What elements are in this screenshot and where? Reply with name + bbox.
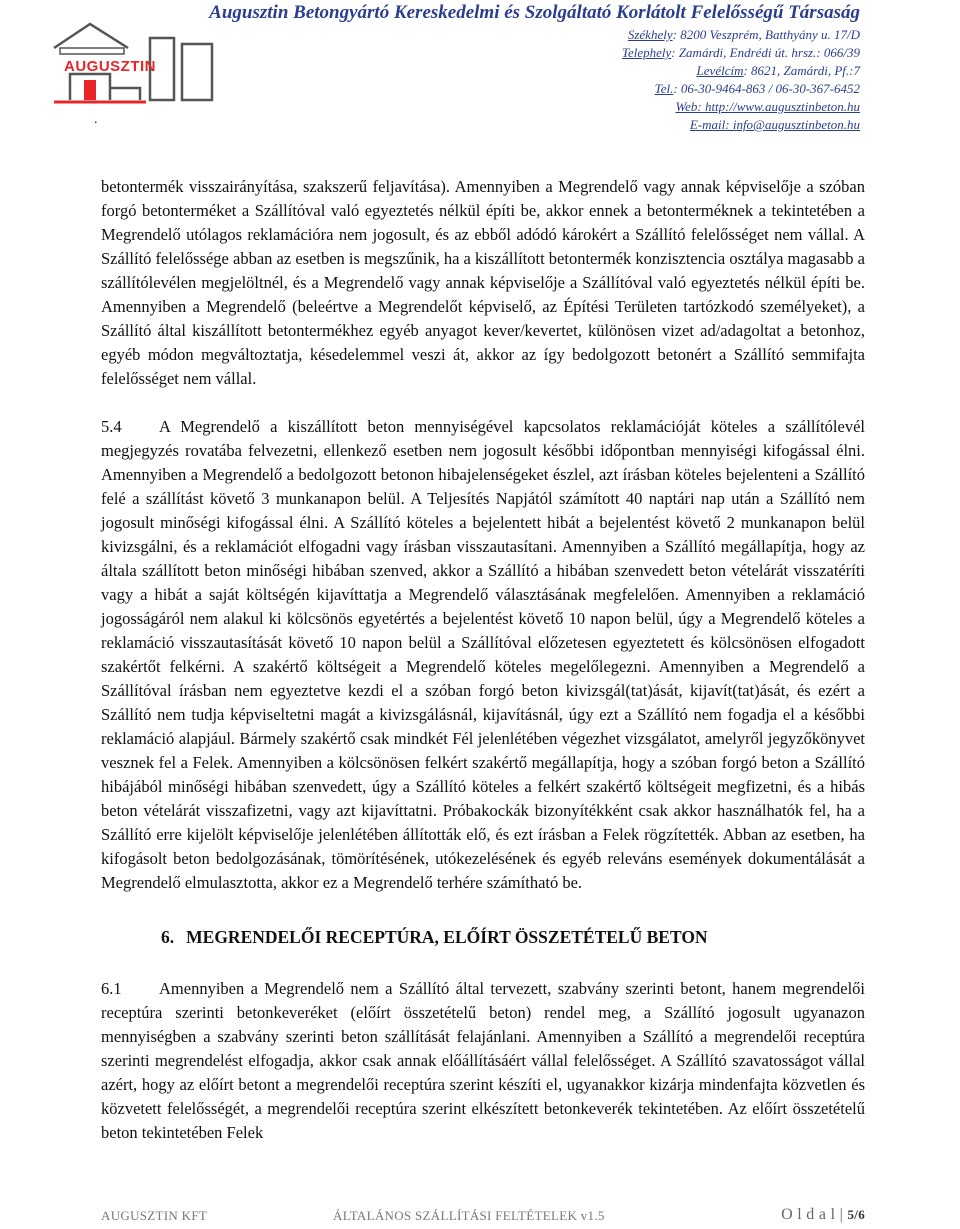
paragraph-number: 5.4 — [101, 417, 122, 436]
paragraph-text: A Megrendelő a kiszállított beton mennyiségével kapcsolatos reklamációját köteles a szállítólevél megjegyzés rovatába felvezetni, ellenkező esetben nem jogosult későbbi időpontban mennyiségi kifogással élni. Amennyiben a Megrendelő a bedolgozott betonon hibajelenségeket észlel, azt írásban köteles bejelenteni a Szállító felé a szállítást követő 3 munkanapon belül. A Teljesítés Napjától számított 40 naptári nap után a Szállító nem jogosult minőségi kifogással élni. A Szállító köteles a bejelentett hibát a bejelentést követő 2 munkanapon belül kivizsgálni, és a reklamációt elfogadni vagy írásban visszautasítani. Amennyiben a Szállító megállapítja, hogy az általa szállított beton minőségi hibában szenved, akkor a Szállító a hibában szenvedett beton vételárát visszatéríti vagy a hibát a saját költségén kijavíttatja a Megrendelő választásának megfelelően. Amennyiben a reklamáció jogosságáról nem alakul ki kölcsönös egyetértés a bejelentést követő 10 napon belül, úgy a Megrendelő köteles a reklamáció visszautasítását követő 10 napon belül a Szállítóval előzetesen egyeztetett és kölcsönösen elfogadott szakértőt felkérni. A szakértő költségeit a Megrendelő köteles megelőlegezni. Amennyiben a Megrendelő a Szállítóval írásban nem egyeztetve kezdi el a szóban forgó beton kivizsgál(tat)ását, kijavít(tat)ását, és ezért a Szállító nem tudja képviseltetni magát a kivizsgálásnál, kijavításnál, úgy ezt a Szállító nem fogadja el a későbbi reklamáció alapjául. Bármely szakértő csak mindkét Fél jelenlétében végezhet vizsgálatot, amelyről jegyzőkönyvet vesznek fel a Felek. Amennyiben a kölcsönösen felkért szakértő megállapítja, hogy a szóban forgó beton a Szállító hibájából minőségi hibában szenvedett, úgy a Szállító köteles a felkért szakértő költségeit megfizetni, és a hibás beton vételárát visszafizetni, vagy azt kijavíttatni. Próbakockák bizonyítékként csak akkor használhatók fel, ha a Szállító erre kijelölt képviselője jelenlétében állították elő, és ezt írásban a Felek rögzítették. Abban az esetben, ha kifogásolt beton bedolgozásának, tömörítésének, utókezelésének és egyéb releváns események dokumentálását a Megrendelő elmulasztotta, akkor ez a Megrendelő terhére számítható be. — [101, 417, 865, 892]
web-label: Web — [675, 99, 698, 114]
phone-line — [209, 80, 860, 98]
web-line[interactable] — [209, 98, 860, 116]
paragraph-5-4 — [101, 415, 865, 895]
email-label: E-mail — [689, 117, 726, 132]
logo-wordmark: AUGUSZTIN — [64, 58, 156, 75]
web-link[interactable]: : http://www.augusztinbeton.hu — [697, 99, 860, 114]
address-label: Székhely — [627, 27, 673, 42]
mail-value: : 8621, Zamárdi, Pf.:7 — [743, 63, 860, 78]
paragraph-6-1 — [101, 977, 865, 1145]
email-link[interactable]: : info@augusztinbeton.hu — [725, 117, 860, 132]
footer-document-title: ÁLTALÁNOS SZÁLLÍTÁSI FELTÉTELEK v1.5 — [333, 1208, 605, 1223]
email-line[interactable] — [209, 116, 860, 134]
phone-label: Tel. — [654, 81, 674, 96]
footer-page-indicator — [781, 1206, 865, 1224]
letterhead — [0, 0, 960, 140]
footer-company: AUGUSZTIN KFT — [101, 1208, 208, 1223]
company-logo — [50, 18, 220, 108]
site-label: Telephely — [621, 45, 672, 60]
paragraph-continuation: betontermék visszairányítása, szakszerű feljavítása). Amennyiben a Megrendelő vagy annak képviselője a szóban forgó betonterméket a Szállítóval való egyeztetés nélkül építi be, akkor ennek a betonterméknek a tekintetében a Megrendelő utólagos reklamációra nem jogosult, és az ebből adódó károkért a Szállító felelősséget nem vállal. A Szállító felelőssége abban az esetben is megszűnik, ha a kiszállított betontermék konzisztencia osztálya magasabb a szállítólevélen megjelöltnél, és a Megrendelő vagy annak képviselője a Szállítóval való egyeztetés nélkül építi be. Amennyiben a Megrendelő (beleértve a Megrendelőt képviselő, az Építési Területen tartózkodó személyeket), a Szállító által kiszállított betontermékhez egyéb anyagot kever/kevertet, különösen vizet ad/adagoltat a betonhoz, egyéb módon megváltoztatja, késedelemmel veszi át, akkor az így bedolgozott betonért a Szállító semmifajta felelősséget nem vállal. — [101, 177, 865, 388]
site-line — [209, 44, 860, 62]
phone-value: : 06-30-9464-863 / 06-30-367-6452 — [673, 81, 860, 96]
company-name: Augusztin Betongyártó Kereskedelmi és Szolgáltató Korlátolt Felelősségű Társaság — [209, 2, 860, 23]
section-number: 6. — [161, 927, 175, 947]
mail-label: Levélcím — [696, 63, 744, 78]
section-title: MEGRENDELŐI RECEPTÚRA, ELŐÍRT ÖSSZETÉTELŰ BETON — [186, 927, 708, 947]
document-body — [101, 175, 865, 1145]
site-value: : Zamárdi, Endrédi út. hrsz.: 066/39 — [671, 45, 860, 60]
paragraph-number: 6.1 — [101, 979, 122, 998]
section-heading — [101, 925, 865, 949]
paragraph-text: Amennyiben a Megrendelő nem a Szállító által tervezett, szabvány szerinti betont, hanem megrendelői receptúra szerinti betonkeveréket (előírt összetételű beton) rendel meg, a Szállító jogosult ugyanazon mennyiségben a szabvány szerinti beton szállítását felajánlani. Amennyiben a Szállító a megrendelői receptúra szerinti megrendelést elfogadja, akkor csak annak előállításáért vállal felelősséget. A Szállító szavatosságot vállal azért, hogy az előírt betont a megrendelői receptúra szerint készíti el, ugyanakkor kizárja mindenfajta közvetlen és közvetett felelősségét, a megrendelői receptúra szerint elkészített betonkeverék tekintetében. Az előírt összetételű beton tekintetében Felek — [101, 979, 865, 1142]
page-label: O l d a l | — [781, 1206, 844, 1223]
page-number: 5/6 — [847, 1207, 865, 1222]
logo-dot: . — [94, 112, 98, 127]
address-line — [209, 26, 860, 44]
company-info — [209, 0, 860, 134]
address-value: : 8200 Veszprém, Batthyány u. 17/D — [672, 27, 860, 42]
mail-line — [209, 62, 860, 80]
